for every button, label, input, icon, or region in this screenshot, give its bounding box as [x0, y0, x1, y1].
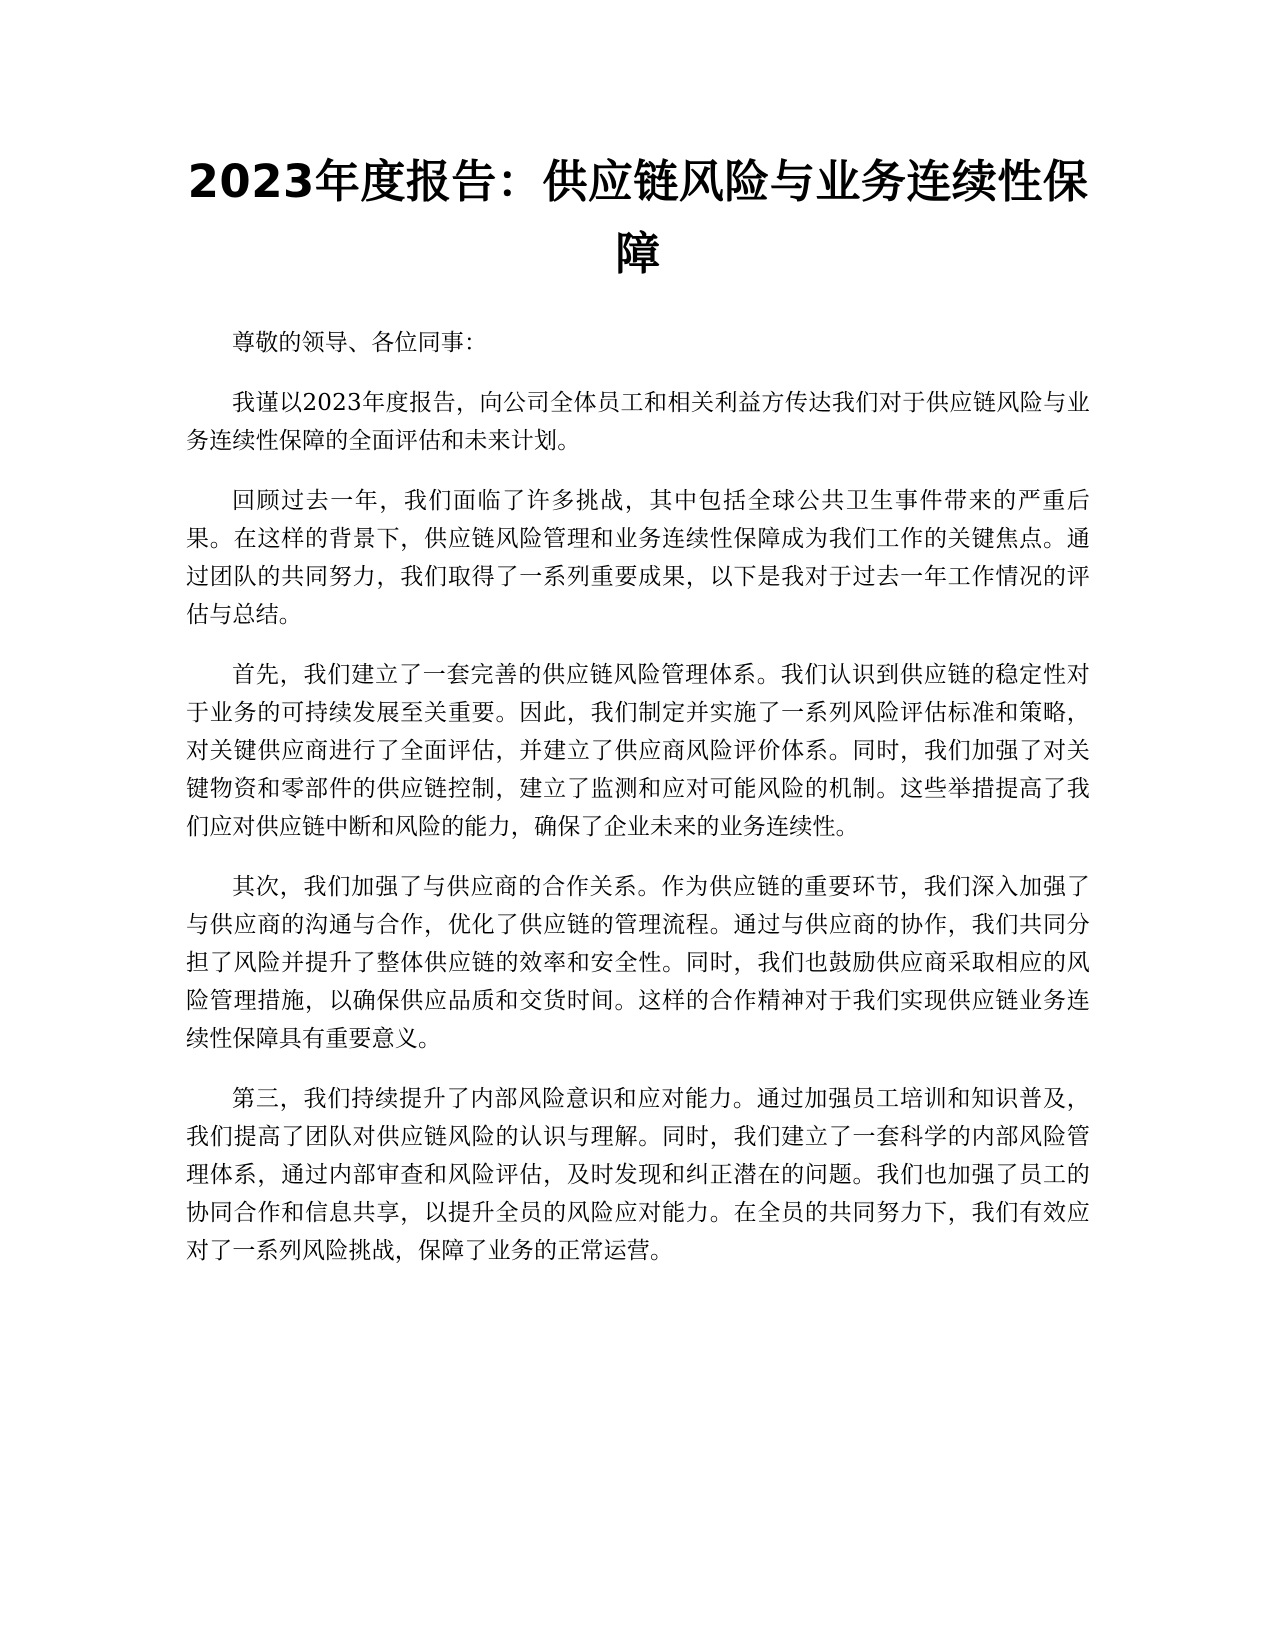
first-point-paragraph: 首先，我们建立了一套完善的供应链风险管理体系。我们认识到供应链的稳定性对于业务的可持续发展至关重要。因此，我们制定并实施了一系列风险评估标准和策略，对关键供应商进行了全面评估，并建立了供应商风险评价体系。同时，我们加强了对关键物资和零部件的供应链控制，建立了监测和应对可能风险的机制。这些举措提高了我们应对供应链中断和风险的能力，确保了企业未来的业务连续性。 — [186, 662, 1090, 840]
document-content — [186, 146, 1090, 1292]
document-title: 2023年度报告：供应链风险与业务连续性保障 — [187, 155, 1089, 280]
salutation-paragraph: 尊敬的领导、各位同事： — [232, 330, 488, 356]
document-body — [186, 324, 1090, 1270]
third-point-paragraph: 第三，我们持续提升了内部风险意识和应对能力。通过加强员工培训和知识普及，我们提高了团队对供应链风险的认识与理解。同时，我们建立了一套科学的内部风险管理体系，通过内部审查和风险评估，及时发现和纠正潜在的问题。我们也加强了员工的协同合作和信息共享，以提升全员的风险应对能力。在全员的共同努力下，我们有效应对了一系列风险挑战，保障了业务的正常运营。 — [186, 1086, 1090, 1264]
intro-paragraph: 我谨以2023年度报告，向公司全体员工和相关利益方传达我们对于供应链风险与业务连续性保障的全面评估和未来计划。 — [186, 390, 1090, 454]
review-paragraph: 回顾过去一年，我们面临了许多挑战，其中包括全球公共卫生事件带来的严重后果。在这样的背景下，供应链风险管理和业务连续性保障成为我们工作的关键焦点。通过团队的共同努力，我们取得了一系列重要成果，以下是我对于过去一年工作情况的评估与总结。 — [186, 488, 1090, 628]
second-point-paragraph: 其次，我们加强了与供应商的合作关系。作为供应链的重要环节，我们深入加强了与供应商的沟通与合作，优化了供应链的管理流程。通过与供应商的协作，我们共同分担了风险并提升了整体供应链的效率和安全性。同时，我们也鼓励供应商采取相应的风险管理措施，以确保供应品质和交货时间。这样的合作精神对于我们实现供应链业务连续性保障具有重要意义。 — [186, 874, 1090, 1052]
